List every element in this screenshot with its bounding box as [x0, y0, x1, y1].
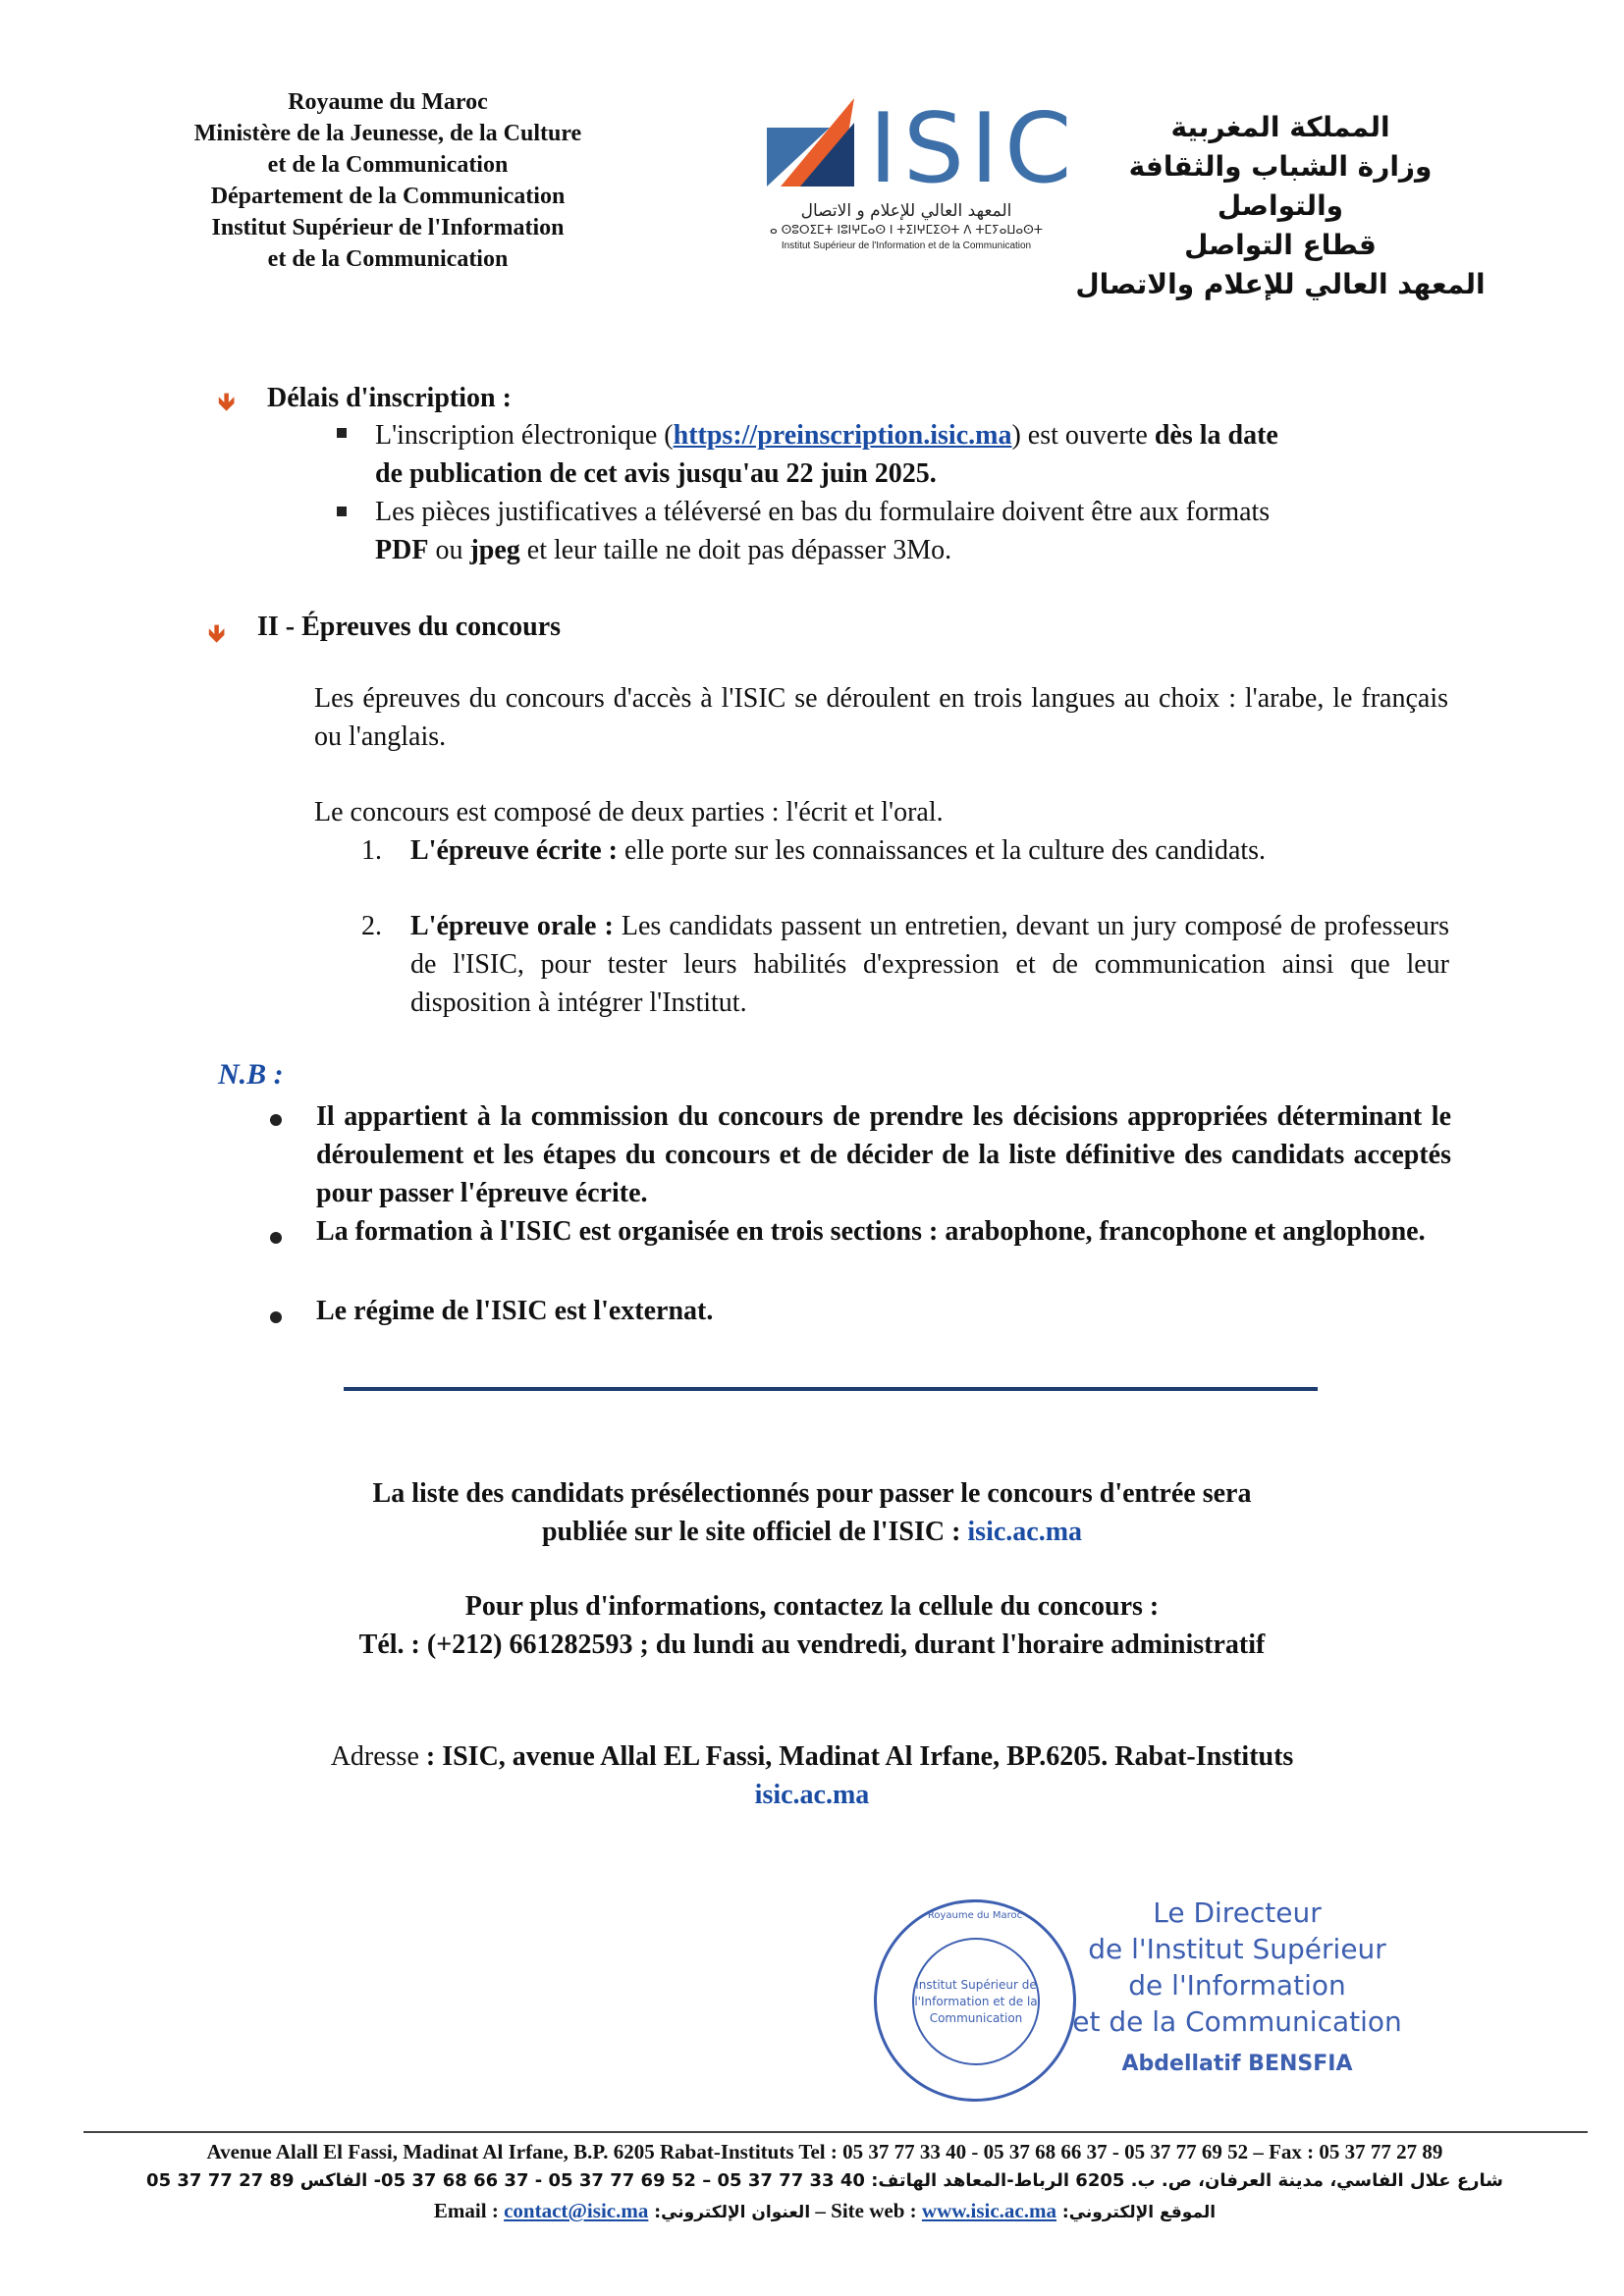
- epreuve-ecrite-item: [410, 831, 1451, 870]
- footer-line2-arabic: شارع علال الفاسي، مدينة العرفان، ص. ب. 6205 الرباط-المعاهد الهاتف: 40 33 77 37 05 – 52 69 77 37 05 - 37 66 68 37 05- الفاكس 89 27 77 37 05: [146, 2170, 1503, 2191]
- list-number: 2.: [361, 911, 382, 941]
- footer-site-label: – Site web :: [810, 2199, 922, 2222]
- preselection-line2: publiée sur le site officiel de l'ISIC :: [541, 1517, 968, 1547]
- header-fr-line: et de la Communication: [267, 152, 509, 178]
- address-block: [157, 1737, 1467, 1814]
- round-bullet-icon: [270, 1114, 282, 1126]
- director-name: Abdellatif BENSFIA: [1121, 2052, 1353, 2076]
- stamp-text: Institut Supérieur de l'Information et de la Communication: [914, 1978, 1038, 2025]
- epreuve-orale-label: L'épreuve orale :: [410, 911, 614, 941]
- epreuve-orale-item: [410, 907, 1449, 1022]
- header-ar-line: المعهد العالي للإعلام والاتصال: [1075, 268, 1486, 300]
- isic-logo: [761, 93, 1078, 260]
- logo-wordmark: ISIC: [869, 93, 1078, 205]
- header-french: [157, 86, 619, 275]
- bullet1-bold-line2: de publication de cet avis jusqu'au 22 juin 2025.: [375, 458, 937, 489]
- header-fr-line: Ministère de la Jeunesse, de la Culture: [193, 121, 582, 146]
- header-arabic: [1064, 108, 1496, 304]
- footer-line3: [59, 2196, 1591, 2227]
- signature-line: de l'Institut Supérieur: [1088, 1933, 1386, 1965]
- footer-site-link[interactable]: www.isic.ac.ma: [921, 2199, 1056, 2222]
- down-arrow-icon: 🡻: [218, 390, 236, 415]
- footer-rule: [83, 2131, 1588, 2133]
- header-fr-line: et de la Communication: [267, 246, 509, 272]
- contact-notice: [196, 1587, 1428, 1664]
- footer-site-ar: :الموقع الإلكتروني: [1056, 2203, 1217, 2222]
- preselection-notice: [196, 1474, 1428, 1551]
- contact-line2: Tél. : (+212) 661282593 ; du lundi au vendredi, durant l'horaire administratif: [358, 1629, 1266, 1660]
- logo-subtitle: Institut Supérieur de l'Information et de la Communication: [781, 240, 1032, 251]
- nb-item-3: Le régime de l'ISIC est l'externat.: [316, 1296, 714, 1326]
- address-site-link[interactable]: isic.ac.ma: [754, 1780, 870, 1810]
- logo-arabic: المعهد العالي للإعلام و الاتصال: [800, 201, 1012, 221]
- bullet2-ou: ou: [428, 535, 470, 565]
- nb-label: N.B :: [218, 1058, 284, 1091]
- epreuve-orale-text: Les candidats passent un entretien, devant un jury composé de professeurs de l'ISIC, pour tester leurs habilités d'expression et de communication ainsi que leur disposition à intégrer l'Institut.: [410, 911, 1449, 1018]
- signature-line: de l'Information: [1128, 1969, 1346, 2002]
- section1-title: Délais d'inscription :: [267, 383, 512, 413]
- isic-site-link[interactable]: isic.ac.ma: [967, 1517, 1083, 1547]
- signature-line: et de la Communication: [1072, 2005, 1402, 2038]
- director-signature: [1060, 1895, 1414, 2082]
- header-fr-line: Département de la Communication: [210, 184, 566, 209]
- epreuve-ecrite-text: elle porte sur les connaissances et la culture des candidats.: [617, 835, 1267, 866]
- round-bullet-icon: [270, 1311, 282, 1323]
- down-arrow-icon: 🡻: [208, 621, 226, 647]
- stamp-ring-text: Royaume du Maroc: [927, 1910, 1023, 1921]
- address-label: Adresse: [330, 1741, 419, 1772]
- signature-line: Le Directeur: [1153, 1896, 1322, 1929]
- footer-email-label: Email :: [433, 2199, 505, 2222]
- logo-mark-icon: [761, 93, 869, 191]
- header-fr-line: Institut Supérieur de l'Information: [211, 215, 565, 240]
- preinscription-link[interactable]: https://preinscription.isic.ma: [673, 420, 1012, 451]
- square-bullet-icon: [337, 507, 347, 516]
- address-text: : ISIC, avenue Allal EL Fassi, Madinat Al Irfane, BP.6205. Rabat-Instituts: [418, 1741, 1294, 1772]
- logo-tifinagh: ⴰ ⵙⵓⵔⵉⵎⵜ ⵏⵓⵏⵖⵎⴰⵙ ⵏ ⵜⵉⵏⵖⵎⵉⵙⵜ ⴷ ⵜⵎⵢⴰⵡⴰⵙⵜ: [770, 223, 1043, 237]
- round-bullet-icon: [270, 1232, 282, 1244]
- header-ar-line: وزارة الشباب والثقافة والتواصل: [1128, 150, 1433, 222]
- bullet2-line1: Les pièces justificatives a téléversé en bas du formulaire doivent être aux formats: [375, 497, 1271, 527]
- official-stamp: [874, 1899, 1076, 2102]
- list-number: 1.: [361, 835, 382, 866]
- section2-paragraph-2: Le concours est composé de deux parties : l'écrit et l'oral.: [314, 797, 944, 828]
- section2-title: II - Épreuves du concours: [257, 612, 562, 642]
- footer-email-ar: :العنوان الإلكتروني: [648, 2203, 811, 2222]
- section2-paragraph-1: Les épreuves du concours d'accès à l'ISIC se déroulent en trois langues au choix : l'arabe, le français ou l'anglais.: [314, 683, 1448, 752]
- bullet2-jpeg: jpeg: [469, 535, 520, 565]
- header-ar-line: قطاع التواصل: [1184, 229, 1377, 261]
- header-fr-line: Royaume du Maroc: [288, 89, 488, 115]
- bullet1-bold: dès la date: [1154, 420, 1278, 451]
- footer-email-link[interactable]: contact@isic.ma: [504, 2199, 649, 2222]
- preselection-line1: La liste des candidats présélectionnés pour passer le concours d'entrée sera: [372, 1478, 1252, 1509]
- square-bullet-icon: [337, 428, 347, 438]
- nb-item-1: Il appartient à la commission du concours de prendre les décisions appropriées déterminant le déroulement et les étapes du concours et de décider de la liste définitive des candidats acceptés pour passer l'épreuve écrite.: [316, 1101, 1451, 1208]
- bullet2-rest: et leur taille ne doit pas dépasser 3Mo.: [519, 535, 952, 565]
- bullet1-text-mid: ) est ouverte: [1011, 420, 1155, 451]
- epreuve-ecrite-label: L'épreuve écrite :: [410, 835, 618, 866]
- section1-bullet-1: [375, 416, 1455, 493]
- contact-line1: Pour plus d'informations, contactez la cellule du concours :: [464, 1591, 1160, 1622]
- bullet1-text: L'inscription électronique (: [375, 420, 674, 451]
- bullet2-pdf: PDF: [375, 535, 429, 565]
- separator-rule: [344, 1387, 1318, 1391]
- section1-bullet-2: [375, 493, 1465, 569]
- footer-line1: Avenue Alall El Fassi, Madinat Al Irfane, B.P. 6205 Rabat-Instituts Tel : 05 37 77 33 40 - 05 37 68 66 37 - 05 37 77 69 52 – Fax : 05 37 77 27 89: [206, 2140, 1443, 2163]
- nb-item-2: La formation à l'ISIC est organisée en trois sections : arabophone, francophone et anglophone.: [316, 1216, 1426, 1247]
- header-ar-line: المملكة المغربية: [1170, 111, 1390, 143]
